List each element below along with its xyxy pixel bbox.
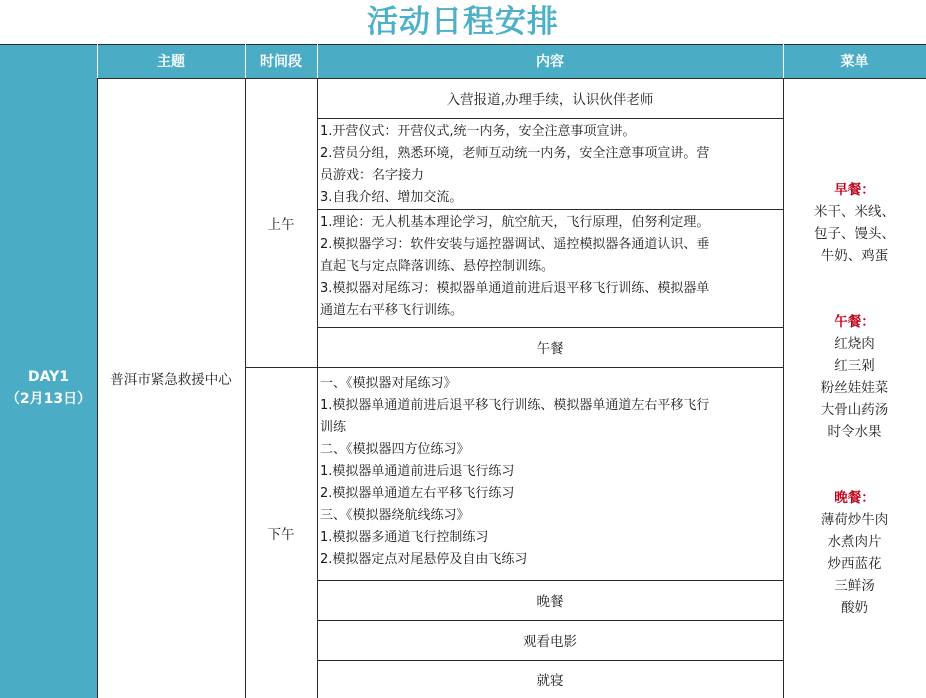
header-theme: 主题 [97, 44, 245, 78]
content-row-theory [317, 209, 783, 327]
menu-breakfast-label: 早餐： [834, 182, 875, 198]
content-line: 1.理论：无人机基本理论学习，航空航天，飞行原理，伯努利定理。 [320, 215, 710, 230]
period-morning [245, 78, 317, 367]
theme-cell [97, 78, 245, 678]
grid-line [783, 78, 784, 698]
menu-dinner-label: 晚餐： [834, 490, 875, 506]
menu-item: 红三剁 [834, 358, 875, 374]
menu-item: 薄荷炒牛肉 [820, 512, 889, 528]
content-line: 2.模拟器学习：软件安装与遥控器调试、遥控模拟器各通道认识、垂 [320, 237, 710, 252]
content-line: 三、《模拟器绕航线练习》 [320, 508, 470, 523]
theme-text: 普洱市紧急救援中心 [110, 372, 232, 388]
grid-line [317, 209, 783, 210]
header-content: 内容 [317, 44, 783, 78]
menu-item: 红烧肉 [834, 336, 875, 352]
period-afternoon [245, 367, 317, 698]
header-period: 时间段 [245, 44, 317, 78]
grid-line [245, 367, 783, 368]
content-row-simulator [317, 367, 783, 580]
content-line: 1.开营仪式：开营仪式,统一内务，安全注意事项宣讲。 [320, 124, 636, 139]
content-line: 通道左右平移飞行训练。 [320, 303, 464, 318]
content-line: 观看电影 [523, 634, 577, 650]
grid-line [317, 78, 318, 698]
page-title: 活动日程安排 [367, 4, 559, 40]
menu-item: 粉丝娃娃菜 [820, 380, 889, 396]
header-blank [0, 44, 97, 78]
menu-item: 酸奶 [841, 600, 868, 616]
content-line: 1.模拟器单通道前进后退飞行练习 [320, 464, 515, 479]
day-cell [0, 78, 97, 698]
menu-item: 米干、米线、 [814, 204, 895, 220]
menu-item: 包子、馒头、 [814, 226, 895, 242]
menu-item: 大骨山药汤 [820, 402, 889, 418]
grid-line [97, 78, 98, 698]
menu-cell [783, 78, 926, 698]
grid-line [245, 44, 246, 78]
menu-item: 三鲜汤 [834, 578, 875, 594]
menu-item: 炒西蓝花 [827, 556, 882, 572]
menu-item: 时令水果 [827, 424, 882, 440]
content-line: 3.模拟器对尾练习：模拟器单通道前进后退平移飞行训练、模拟器单 [320, 281, 710, 296]
content-line: 就寝 [536, 673, 564, 689]
header-menu: 菜单 [783, 44, 926, 78]
grid-line [317, 580, 783, 581]
content-line: 1.模拟器单通道前进后退平移飞行训练、模拟器单通道左右平移飞行 [320, 398, 710, 413]
content-row-opening [317, 118, 783, 209]
content-line: 员游戏：名字接力 [320, 168, 425, 183]
menu-item: 牛奶、鸡蛋 [820, 248, 889, 264]
content-line: 1.模拟器多通道飞行控制练习 [320, 530, 489, 545]
menu-lunch-label: 午餐： [834, 314, 875, 330]
period-morning-text: 上午 [267, 216, 295, 233]
content-line: 直起飞与定点降落训练、悬停控制训练。 [320, 259, 555, 274]
menu-item: 水煮肉片 [827, 534, 882, 550]
grid-line [317, 620, 783, 621]
content-row-sleep [317, 660, 783, 698]
grid-line [317, 118, 783, 119]
content-line: 一、《模拟器对尾练习》 [320, 376, 457, 391]
grid-line [317, 327, 783, 328]
grid-line [97, 44, 98, 78]
content-line: 午餐 [536, 341, 564, 357]
content-row-checkin [317, 78, 783, 118]
content-line: 2.模拟器单通道左右平移飞行练习 [320, 486, 515, 501]
content-line: 2.模拟器定点对尾悬停及自由飞练习 [320, 552, 528, 567]
grid-line [0, 44, 926, 45]
content-row-lunch [317, 327, 783, 367]
day-date: （2月13日） [5, 391, 92, 407]
period-afternoon-text: 下午 [267, 526, 295, 543]
content-row-movie [317, 620, 783, 660]
grid-line [317, 660, 783, 661]
grid-line [783, 44, 784, 78]
day-label: DAY1 [28, 369, 69, 385]
content-line: 入营报道,办理手续，认识伙伴老师 [446, 92, 654, 108]
content-line: 3.自我介绍、增加交流。 [320, 190, 463, 205]
grid-line [317, 44, 318, 78]
grid-line [245, 78, 246, 698]
grid-line [97, 78, 926, 79]
content-row-dinner [317, 580, 783, 620]
content-line: 2.营员分组，熟悉环境，老师互动统一内务，安全注意事项宣讲。营 [320, 146, 710, 161]
content-line: 晚餐 [536, 594, 564, 610]
content-line: 二、《模拟器四方位练习》 [320, 442, 470, 457]
content-line: 训练 [320, 420, 347, 435]
